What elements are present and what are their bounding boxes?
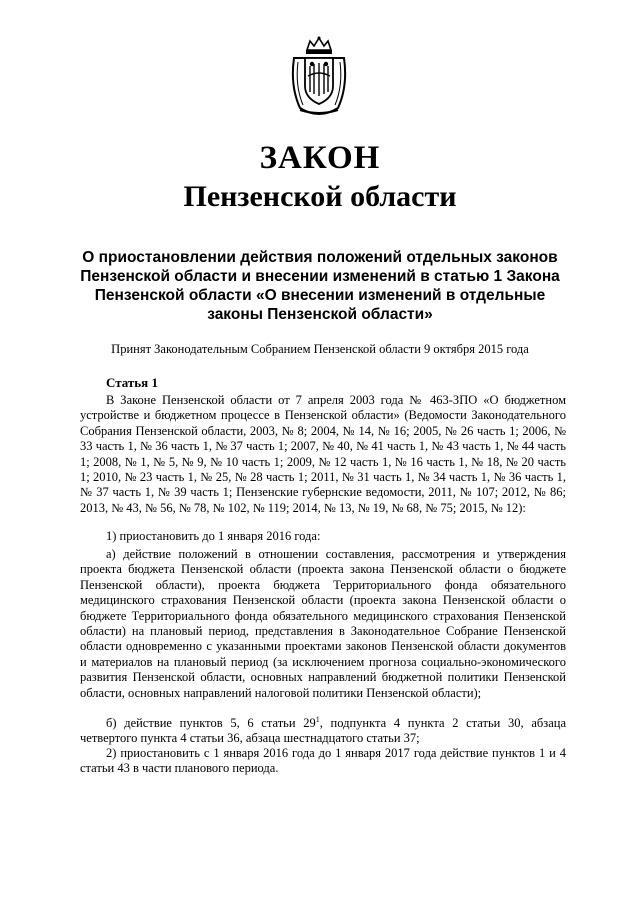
article-heading: Статья 1 [106,375,158,390]
adoption-note: Принят Законодательным Собранием Пензенской области 9 октября 2015 года [111,342,529,356]
item-1-b-text-cont: , подпункта 4 пункта 2 статьи 30, абзаца четвертого пункта 4 статьи 36, абзаца шестнадцатого статьи 37; [80,716,566,746]
item-1-b-superscript: 1 [315,714,320,724]
region-title: Пензенской области [183,180,457,213]
law-title: ЗАКОН [259,140,381,176]
law-subject: О приостановлении действия положений отдельных законов Пензенской области и внесении изменений в статью 1 Закона Пензенской области «О внесении изменений в отдельные законы Пензенской области» [80,249,560,323]
item-1-b [80,716,566,747]
article-intro-paragraph: В Законе Пензенской области от 7 апреля 2003 года № 463-ЗПО «О бюджетном устройстве и бюджетном процессе в Пензенской области» (Ведомости Законодательного Собрания Пензенской области, 2003, № 8; 2004, № 14, № 16; 2005, № 26 часть 1; 2006, № 33 часть 1, № 36 часть 1, № 37 часть 1; 2007, № 40, № 41 часть 1, № 43 часть 1, № 44 часть 1; 2008, № 1, № 5, № 9, № 10 часть 1; 2009, № 12 часть 1, № 16 часть 1, № 18, № 20 часть 1; 2010, № 23 часть 1, № 25, № 28 часть 1; 2011, № 31 часть 1, № 34 часть 1, № 36 часть 1, № 37 часть 1, № 39 часть 1; Пензенские губернские ведомости, 2011, № 107; 2012, № 86; 2013, № 43, № 56, № 78, № 102, № 119; 2014, № 13, № 19, № 68, № 75; 2015, № 12): [80,393,566,515]
item-1: 1) приостановить до 1 января 2016 года: [106,529,321,543]
coat-of-arms-penza-icon [288,36,350,118]
item-2: 2) приостановить с 1 января 2016 года до 1 января 2017 года действие пунктов 1 и 4 статьи 43 в части планового периода. [80,746,566,776]
item-1-b-text: б) действие пунктов 5, 6 статьи 29 [106,716,316,730]
item-1-a: а) действие положений в отношении составления, рассмотрения и утверждения проекта бюджета Пензенской области (проекта закона Пензенской области о бюджете Пензенской области), проекта бюджета Территориального фонда обязательного медицинского страхования Пензенской области (проекта закона Пензенской области о бюджете Территориального фонда обязательного медицинского страхования Пензенской области) на плановый период, представления в Законодательное Собрание Пензенской области одновременно с указанными проектами законов Пензенской области документов и материалов на плановый период (за исключением прогноза социально-экономического развития Пензенской области, основных направлений бюджетной политики Пензенской области, основных направлений налоговой политики Пензенской области); [80,547,566,700]
